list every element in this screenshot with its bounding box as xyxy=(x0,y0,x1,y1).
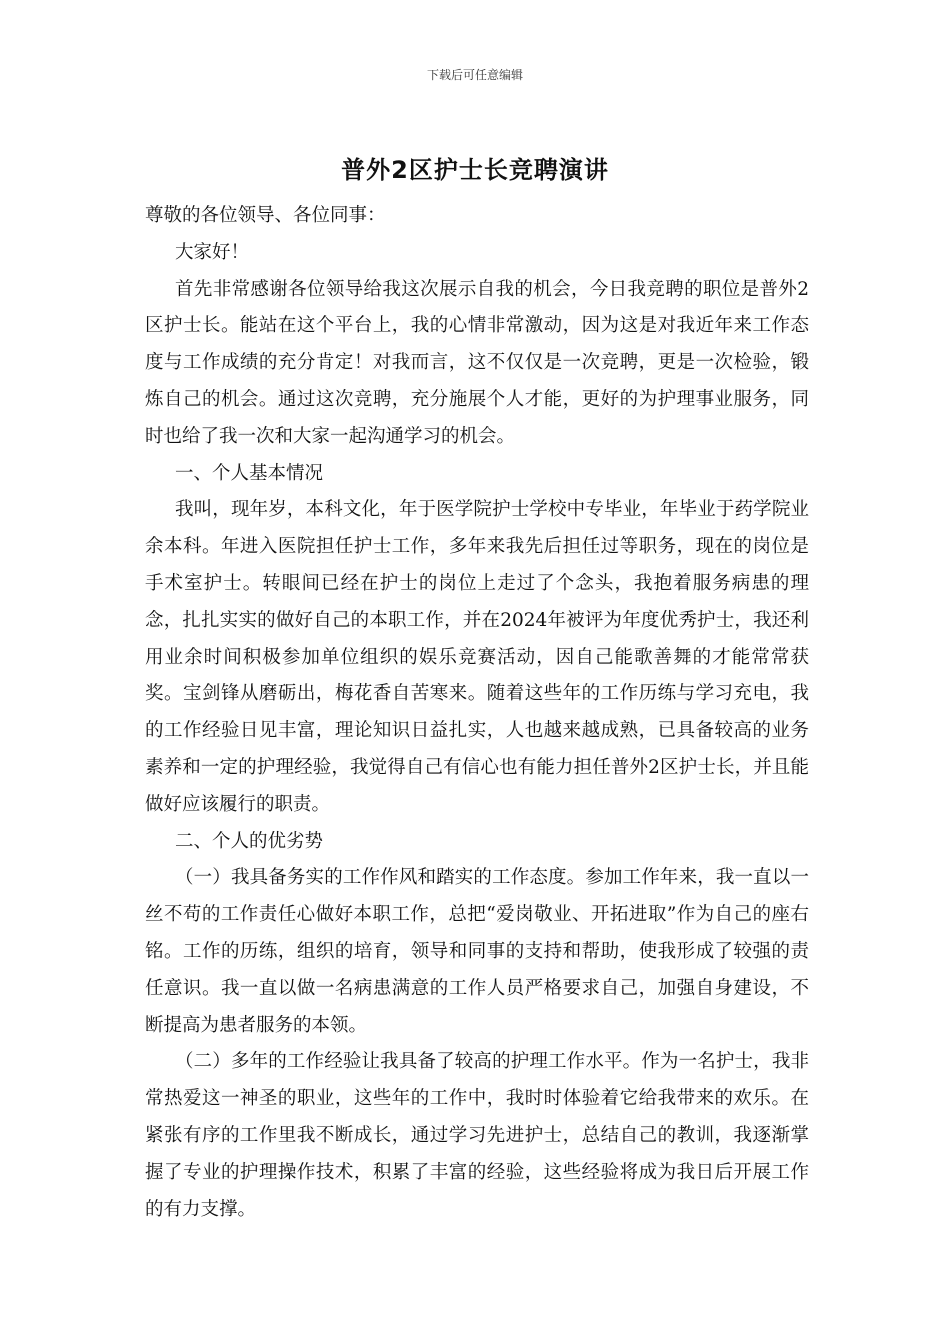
document-body xyxy=(145,198,809,1228)
header-note: 下载后可任意编辑 xyxy=(426,68,523,82)
paragraph-intro: 首先非常感谢各位领导给我这次展示自我的机会，今日我竞聘的职位是普外2区护士长。能站在这个平台上，我的心情非常激动，因为这是对我近年来工作态度与工作成绩的充分肯定！对我而言，这不仅仅是一次竞聘，更是一次检验，锻炼自己的机会。通过这次竞聘，充分施展个人才能，更好的为护理事业服务，同时也给了我一次和大家一起沟通学习的机会。 xyxy=(145,278,809,447)
section-heading-basic-info: 一、个人基本情况 xyxy=(175,462,324,484)
paragraph-salutation: 尊敬的各位领导、各位同事： xyxy=(145,205,386,226)
paragraph-strength-1: （一）我具备务实的工作作风和踏实的工作态度。参加工作年来，我一直以一丝不苟的工作责任心做好本职工作，总把“爱岗敬业、开拓进取”作为自己的座右铭。工作的历练，组织的培育，领导和同事的支持和帮助，使我形成了较强的责任意识。我一直以做一名病患满意的工作人员严格要求自己，加强自身建设，不断提高为患者服务的本领。 xyxy=(145,867,809,1036)
document-title: 普外2区护士长竞聘演讲 xyxy=(341,156,609,184)
paragraph-basic-info: 我叫，现年岁，本科文化，年于医学院护士学校中专毕业，年毕业于药学院业余本科。年进入医院担任护士工作，多年来我先后担任过等职务，现在的岗位是手术室护士。转眼间已经在护士的岗位上走过了个念头，我抱着服务病患的理念，扎扎实实的做好自己的本职工作，并在2024年被评为年度优秀护士，我还利用业余时间积极参加单位组织的娱乐竞赛活动，因自己能歌善舞的才能常常获奖。宝剑锋从磨砺出，梅花香自苦寒来。随着这些年的工作历练与学习充电，我的工作经验日见丰富，理论知识日益扎实，人也越来越成熟，已具备较高的业务素养和一定的护理经验，我觉得自己有信心也有能力担任普外2区护士长，并且能做好应该履行的职责。 xyxy=(145,499,809,815)
paragraph-strength-2: （二）多年的工作经验让我具备了较高的护理工作水平。作为一名护士，我非常热爱这一神圣的职业，这些年的工作中，我时时体验着它给我带来的欢乐。在紧张有序的工作里我不断成长，通过学习先进护士，总结自己的教训，我逐渐掌握了专业的护理操作技术，积累了丰富的经验，这些经验将成为我日后开展工作的有力支撑。 xyxy=(145,1051,809,1220)
section-heading-strengths: 二、个人的优劣势 xyxy=(175,830,324,852)
paragraph-greeting: 大家好！ xyxy=(175,241,250,263)
